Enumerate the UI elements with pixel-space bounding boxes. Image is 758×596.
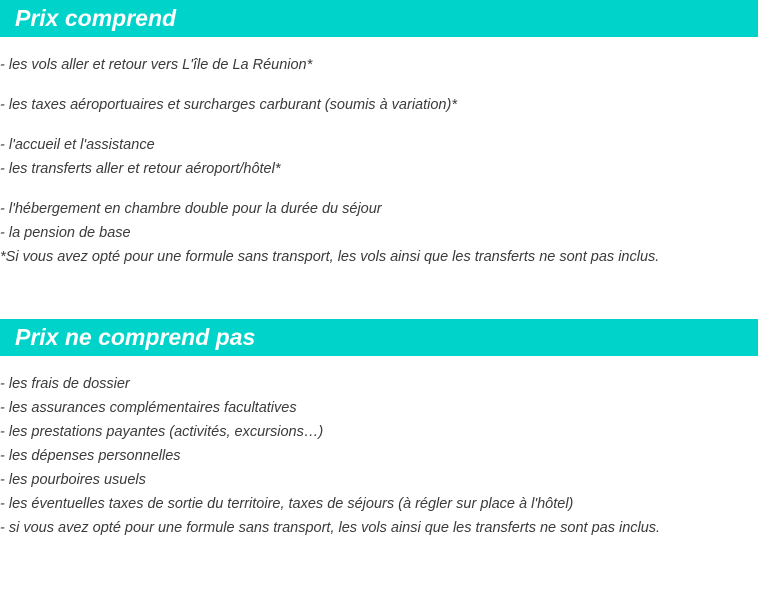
included-section: [0, 0, 758, 37]
included-item-board: - la pension de base: [0, 225, 131, 241]
excluded-item-insurance: - les assurances complémentaires facultatives: [0, 400, 297, 416]
excluded-item-personal-expenses: - les dépenses personnelles: [0, 448, 181, 464]
included-item-taxes: - les taxes aéroportuaires et surcharges carburant (soumis à variation)*: [0, 97, 457, 113]
excluded-item-no-transport-note: - si vous avez opté pour une formule sans transport, les vols ainsi que les transferts ne sont pas inclus.: [0, 520, 661, 536]
excluded-item-tips: - les pourboires usuels: [0, 472, 146, 488]
excluded-header: [0, 319, 758, 356]
excluded-item-exit-taxes: - les éventuelles taxes de sortie du territoire, taxes de séjours (à régler sur place à l'hôtel): [0, 496, 574, 512]
excluded-section: [0, 319, 758, 356]
excluded-item-paid-services: - les prestations payantes (activités, excursions…): [0, 424, 324, 440]
included-title: Prix comprend: [15, 5, 177, 31]
included-header: [0, 0, 758, 37]
excluded-title: Prix ne comprend pas: [15, 324, 256, 350]
included-item-accommodation: - l'hébergement en chambre double pour la durée du séjour: [0, 201, 382, 217]
excluded-item-fees: - les frais de dossier: [0, 376, 130, 392]
included-item-flights: - les vols aller et retour vers L'île de La Réunion*: [0, 57, 313, 73]
included-footnote: *Si vous avez opté pour une formule sans transport, les vols ainsi que les transferts ne sont pas inclus.: [0, 249, 660, 265]
included-item-welcome: - l'accueil et l'assistance: [0, 137, 155, 153]
included-item-transfers: - les transferts aller et retour aéroport/hôtel*: [0, 161, 281, 177]
